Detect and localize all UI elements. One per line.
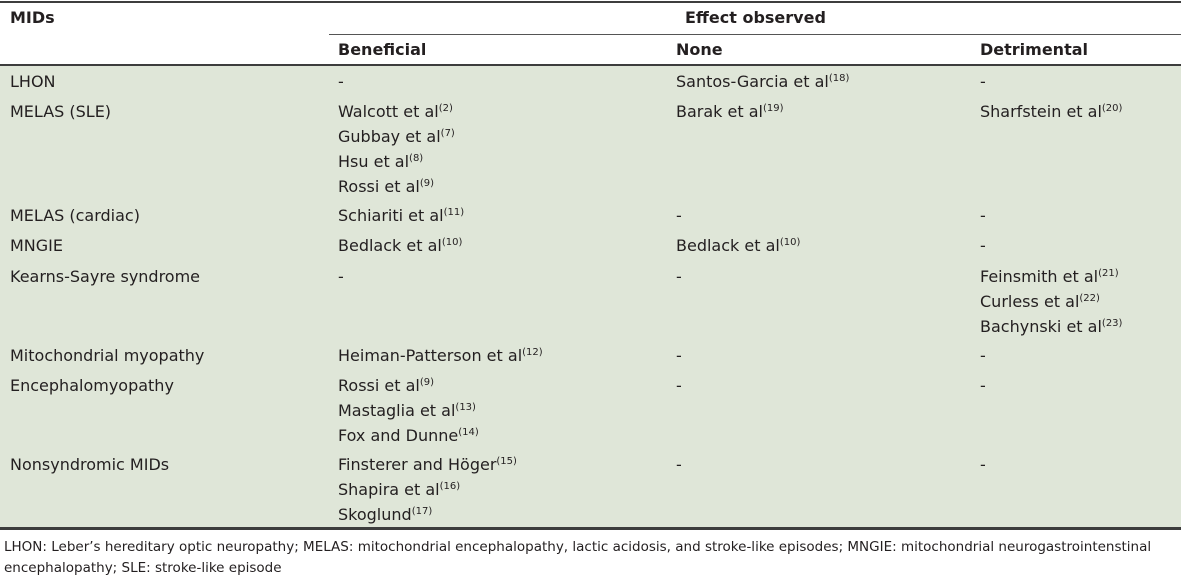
cell-beneficial — [338, 343, 543, 368]
citation-text: - — [980, 206, 986, 225]
citation-reference: (16) — [439, 481, 461, 492]
citation-entry — [676, 373, 682, 398]
citation-reference: (9) — [419, 178, 435, 189]
citation-entry — [338, 423, 479, 448]
citation-entry — [980, 452, 986, 477]
cell-none — [676, 452, 682, 477]
citation-entry — [338, 203, 464, 228]
cell-detrimental — [980, 373, 986, 398]
cell-beneficial — [338, 203, 464, 228]
cell-none — [676, 233, 800, 258]
citation-entry — [338, 233, 462, 258]
citation-entry — [338, 502, 517, 527]
row-mid-label: MELAS (cardiac) — [10, 206, 140, 225]
citation-text: Schiariti et al — [338, 206, 444, 225]
citation-reference: (17) — [411, 506, 433, 517]
citation-entry — [980, 343, 986, 368]
citation-text: - — [980, 376, 986, 395]
citation-reference: (18) — [828, 73, 850, 84]
citation-entry — [338, 373, 479, 398]
citation-reference: (23) — [1101, 318, 1123, 329]
cell-detrimental — [980, 233, 986, 258]
citation-entry — [676, 69, 849, 94]
cell-detrimental — [980, 452, 986, 477]
citation-reference: (20) — [1101, 103, 1123, 114]
citation-reference: (10) — [779, 237, 801, 248]
table-bottom-rule — [0, 527, 1181, 530]
cell-detrimental — [980, 99, 1122, 124]
citation-text: Bedlack et al — [676, 236, 780, 255]
citation-reference: (7) — [440, 128, 455, 139]
citation-text: Hsu et al — [338, 152, 410, 171]
citation-text: Rossi et al — [338, 376, 420, 395]
citation-text: - — [676, 206, 682, 225]
cell-none — [676, 203, 682, 228]
citation-text: - — [676, 267, 682, 286]
citation-entry — [980, 264, 1122, 289]
citation-entry — [338, 99, 455, 124]
citation-text: - — [980, 72, 986, 91]
citation-entry — [980, 203, 986, 228]
citation-entry — [338, 452, 517, 477]
citation-text: Skoglund — [338, 505, 412, 524]
cell-detrimental — [980, 203, 986, 228]
citation-reference: (22) — [1079, 293, 1100, 304]
row-mid-label: MELAS (SLE) — [10, 102, 112, 121]
citation-text: - — [980, 346, 986, 365]
citation-reference: (12) — [522, 347, 543, 358]
citation-text: - — [980, 455, 986, 474]
citation-entry — [980, 99, 1122, 124]
citation-entry — [338, 174, 455, 199]
citation-entry — [676, 452, 682, 477]
row-mid-label: MNGIE — [10, 236, 63, 255]
citation-reference: (19) — [762, 103, 784, 114]
citation-entry — [338, 149, 455, 174]
citation-entry — [980, 314, 1122, 339]
header-group-rule — [329, 34, 1181, 35]
citation-reference: (11) — [443, 207, 465, 218]
table-footnote: LHON: Leber’s hereditary optic neuropathy; MELAS: mitochondrial encephalopathy, lactic acidosis, and stroke-like episodes; MNGIE: mitochondrial neurogastrointenstinal encephalopathy; SLE: stroke-like episode — [4, 539, 1152, 576]
citation-text: Mastaglia et al — [338, 401, 456, 420]
cell-beneficial — [338, 69, 344, 94]
cell-detrimental — [980, 264, 1122, 339]
cell-detrimental — [980, 343, 986, 368]
citation-entry — [676, 203, 682, 228]
citation-text: Heiman-Patterson et al — [338, 346, 523, 365]
citation-reference: (2) — [438, 103, 453, 114]
citation-text: Barak et al — [676, 102, 763, 121]
row-mid-label: LHON — [10, 72, 56, 91]
citation-text: - — [338, 267, 344, 286]
citation-entry — [676, 264, 682, 289]
cell-beneficial — [338, 99, 455, 199]
citation-text: Rossi et al — [338, 177, 420, 196]
citation-entry — [338, 69, 344, 94]
cell-beneficial — [338, 264, 344, 289]
citation-text: - — [338, 72, 344, 91]
citation-reference: (21) — [1098, 268, 1119, 279]
citation-text: Bachynski et al — [980, 317, 1102, 336]
row-mid-label: Nonsyndromic MIDs — [10, 455, 170, 474]
citation-entry — [980, 69, 986, 94]
cell-none — [676, 264, 682, 289]
citation-entry — [338, 398, 479, 423]
citation-entry — [676, 343, 682, 368]
row-mid-label: Encephalomyopathy — [10, 376, 174, 395]
citation-reference: (8) — [409, 153, 424, 164]
cell-none — [676, 69, 849, 94]
citation-text: Gubbay et al — [338, 127, 441, 146]
citation-text: - — [676, 346, 682, 365]
citation-text: Bedlack et al — [338, 236, 442, 255]
citation-entry — [338, 264, 344, 289]
citation-entry — [338, 124, 455, 149]
header-none: None — [676, 40, 723, 59]
citation-text: Fox and Dunne — [338, 426, 459, 445]
header-mids: MIDs — [10, 8, 55, 27]
citation-entry — [980, 233, 986, 258]
citation-reference: (15) — [496, 456, 517, 467]
header-detrimental: Detrimental — [980, 40, 1088, 59]
citation-entry — [338, 343, 543, 368]
cell-none — [676, 343, 682, 368]
citation-text: - — [676, 376, 682, 395]
citation-text: - — [980, 236, 986, 255]
cell-none — [676, 373, 682, 398]
citation-reference: (9) — [419, 377, 435, 388]
citation-text: Finsterer and Höger — [338, 455, 497, 474]
citation-reference: (14) — [458, 427, 479, 438]
row-mid-label: Kearns-Sayre syndrome — [10, 267, 201, 286]
citation-reference: (13) — [455, 402, 476, 413]
citation-entry — [338, 477, 517, 502]
header-beneficial: Beneficial — [338, 40, 427, 59]
citation-text: Walcott et al — [338, 102, 439, 121]
cell-beneficial — [338, 452, 517, 527]
cell-beneficial — [338, 373, 479, 448]
citation-text: Feinsmith et al — [980, 267, 1099, 286]
citation-text: Sharfstein et al — [980, 102, 1102, 121]
citation-text: Santos-Garcia et al — [676, 72, 829, 91]
cell-beneficial — [338, 233, 462, 258]
citation-entry — [676, 99, 784, 124]
cell-none — [676, 99, 784, 124]
citation-text: Curless et al — [980, 292, 1080, 311]
cell-detrimental — [980, 69, 986, 94]
citation-entry — [676, 233, 800, 258]
citation-text: Shapira et al — [338, 480, 440, 499]
citation-entry — [980, 373, 986, 398]
table-header-rule — [0, 64, 1181, 66]
row-mid-label: Mitochondrial myopathy — [10, 346, 205, 365]
header-effect-observed: Effect observed — [685, 8, 826, 27]
citation-entry — [980, 289, 1122, 314]
citation-reference: (10) — [441, 237, 463, 248]
citation-text: - — [676, 455, 682, 474]
table-top-rule — [0, 1, 1181, 3]
